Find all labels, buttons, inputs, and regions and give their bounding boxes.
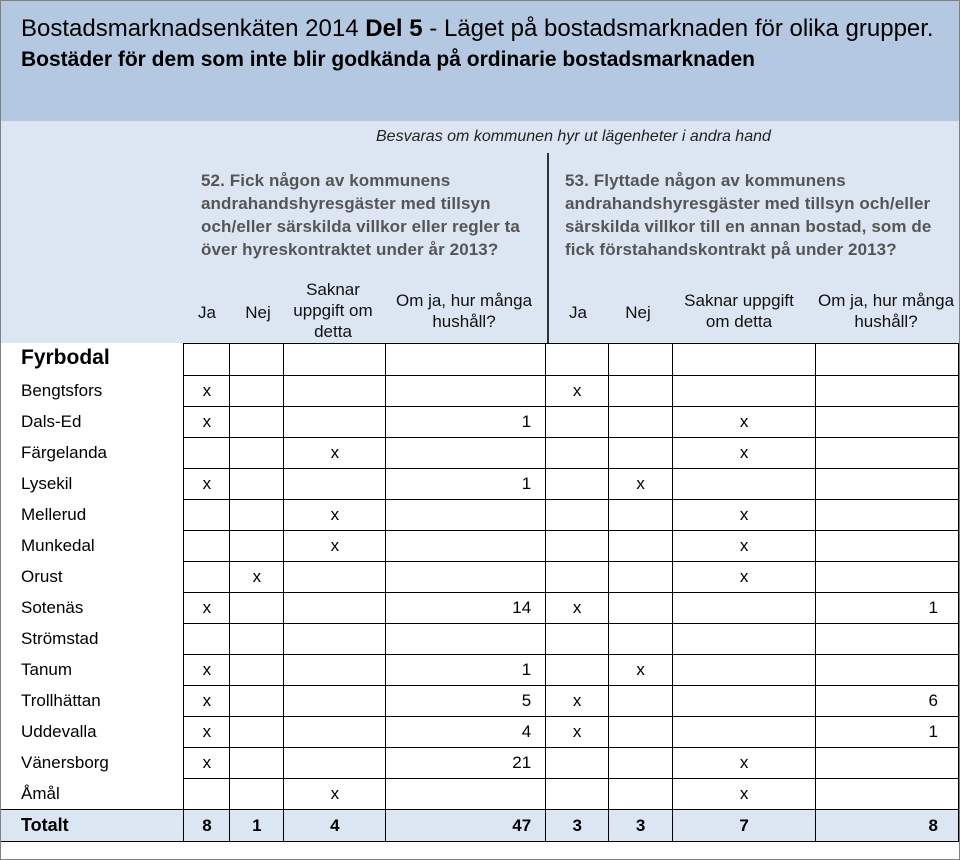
data-cell: 1 xyxy=(816,717,959,748)
title-part2: - Läget på bostadsmarknaden för olika grupper. xyxy=(422,15,934,42)
empty-cell xyxy=(546,344,609,376)
municipality-name: Uddevalla xyxy=(1,717,184,748)
data-cell xyxy=(609,438,673,469)
col-q52-hushall: Om ja, hur många hushåll? xyxy=(395,291,533,331)
table-row xyxy=(1,717,959,748)
municipality-name: Dals-Ed xyxy=(1,407,184,438)
question-53: 53. Flyttade någon av kommunens andrahandshyresgäster med tillsyn och/eller särskilda villkor till en annan bostad, som de fick förstahandskontrakt på under 2013? xyxy=(565,171,932,259)
data-cell xyxy=(816,500,959,531)
table-row xyxy=(1,593,959,624)
data-cell: x xyxy=(546,376,609,407)
region-label: Fyrbodal xyxy=(21,346,110,369)
data-cell: 4 xyxy=(284,810,386,842)
data-cell: x xyxy=(284,531,386,562)
data-cell xyxy=(284,624,386,655)
table-row xyxy=(1,779,959,810)
data-cell: x xyxy=(184,593,230,624)
question-divider xyxy=(547,153,549,343)
data-cell xyxy=(546,748,609,779)
data-cell xyxy=(184,779,230,810)
data-cell xyxy=(673,376,816,407)
data-cell: x xyxy=(284,500,386,531)
municipality-name: Vänersborg xyxy=(1,748,184,779)
empty-cell xyxy=(673,344,816,376)
table-row xyxy=(1,748,959,779)
data-cell xyxy=(386,500,546,531)
data-cell xyxy=(673,655,816,686)
data-cell: x xyxy=(673,748,816,779)
data-cell: x xyxy=(609,655,673,686)
col-q53-ja: Ja xyxy=(569,303,587,322)
total-label: Totalt xyxy=(1,810,184,842)
data-cell xyxy=(230,655,284,686)
data-cell: x xyxy=(284,779,386,810)
data-cell xyxy=(609,562,673,593)
data-cell xyxy=(284,748,386,779)
page-title xyxy=(21,13,939,44)
data-cell xyxy=(184,531,230,562)
total-row xyxy=(1,810,959,842)
data-cell xyxy=(230,469,284,500)
data-cell: 7 xyxy=(673,810,816,842)
data-cell xyxy=(609,593,673,624)
table-row xyxy=(1,531,959,562)
data-cell: 1 xyxy=(816,593,959,624)
data-cell xyxy=(386,779,546,810)
data-cell xyxy=(673,469,816,500)
data-cell: 3 xyxy=(609,810,673,842)
data-cell: x xyxy=(546,593,609,624)
data-cell xyxy=(230,438,284,469)
municipality-name: Färgelanda xyxy=(1,438,184,469)
data-cell xyxy=(673,686,816,717)
data-cell: x xyxy=(184,748,230,779)
data-cell: x xyxy=(673,438,816,469)
data-cell xyxy=(609,531,673,562)
data-cell: x xyxy=(184,376,230,407)
data-cell: x xyxy=(546,686,609,717)
title-part-bold: Del 5 xyxy=(365,15,423,42)
data-cell xyxy=(816,438,959,469)
municipality-name: Munkedal xyxy=(1,531,184,562)
data-cell: x xyxy=(673,779,816,810)
municipality-name: Lysekil xyxy=(1,469,184,500)
data-cell xyxy=(816,562,959,593)
data-cell xyxy=(230,531,284,562)
data-cell: x xyxy=(184,655,230,686)
data-cell: x xyxy=(184,717,230,748)
data-cell: 21 xyxy=(386,748,546,779)
data-cell: 1 xyxy=(386,655,546,686)
empty-cell xyxy=(816,344,959,376)
data-cell xyxy=(816,748,959,779)
col-q53-nej: Nej xyxy=(625,303,651,322)
data-cell xyxy=(284,593,386,624)
title-part1: Bostadsmarknadsenkäten 2014 xyxy=(21,15,366,42)
data-cell: 6 xyxy=(816,686,959,717)
data-cell xyxy=(284,376,386,407)
data-cell xyxy=(673,593,816,624)
municipality-name: Trollhättan xyxy=(1,686,184,717)
data-cell: 4 xyxy=(386,717,546,748)
data-cell: 8 xyxy=(816,810,959,842)
municipality-name: Mellerud xyxy=(1,500,184,531)
data-cell: x xyxy=(609,469,673,500)
data-cell xyxy=(816,376,959,407)
data-cell xyxy=(284,686,386,717)
data-cell: 5 xyxy=(386,686,546,717)
col-q53-saknar: Saknar uppgift om detta xyxy=(684,291,794,331)
table-row xyxy=(1,407,959,438)
data-cell xyxy=(284,407,386,438)
data-cell xyxy=(386,562,546,593)
data-cell xyxy=(546,779,609,810)
data-cell xyxy=(816,779,959,810)
results-table xyxy=(1,343,959,842)
data-cell xyxy=(546,531,609,562)
data-cell xyxy=(230,500,284,531)
data-cell xyxy=(609,779,673,810)
table-row xyxy=(1,376,959,407)
data-cell xyxy=(284,717,386,748)
data-cell: x xyxy=(184,407,230,438)
data-cell xyxy=(284,469,386,500)
data-cell xyxy=(230,407,284,438)
data-cell xyxy=(284,562,386,593)
data-cell xyxy=(546,469,609,500)
data-cell xyxy=(546,562,609,593)
municipality-name: Strömstad xyxy=(1,624,184,655)
data-cell xyxy=(230,593,284,624)
municipality-name: Åmål xyxy=(1,779,184,810)
table-row xyxy=(1,469,959,500)
municipality-name: Tanum xyxy=(1,655,184,686)
data-cell: x xyxy=(546,717,609,748)
data-cell xyxy=(386,438,546,469)
data-cell: 1 xyxy=(230,810,284,842)
data-cell xyxy=(546,500,609,531)
data-cell xyxy=(230,717,284,748)
data-cell xyxy=(546,655,609,686)
data-cell xyxy=(609,624,673,655)
data-cell: 8 xyxy=(184,810,230,842)
data-cell: x xyxy=(673,531,816,562)
data-cell: 1 xyxy=(386,469,546,500)
table-row xyxy=(1,500,959,531)
municipality-name: Orust xyxy=(1,562,184,593)
data-cell xyxy=(816,624,959,655)
data-cell xyxy=(816,407,959,438)
data-cell xyxy=(230,686,284,717)
data-cell: x xyxy=(673,407,816,438)
data-cell xyxy=(609,500,673,531)
municipality-name: Bengtsfors xyxy=(1,376,184,407)
data-cell xyxy=(609,748,673,779)
empty-cell xyxy=(230,344,284,376)
data-cell xyxy=(673,624,816,655)
question-block xyxy=(1,121,959,343)
data-cell xyxy=(609,407,673,438)
data-cell xyxy=(816,469,959,500)
data-cell xyxy=(184,624,230,655)
data-cell xyxy=(184,562,230,593)
data-cell xyxy=(609,717,673,748)
data-cell xyxy=(230,376,284,407)
table-row xyxy=(1,686,959,717)
data-cell xyxy=(609,686,673,717)
data-cell xyxy=(546,407,609,438)
table-row xyxy=(1,655,959,686)
empty-cell xyxy=(609,344,673,376)
data-cell xyxy=(816,655,959,686)
col-q52-saknar: Saknar uppgift om detta xyxy=(293,280,373,341)
data-cell xyxy=(386,376,546,407)
page-subtitle: Bostäder för dem som inte blir godkända på ordinarie bostadsmarknaden xyxy=(21,48,755,71)
empty-cell xyxy=(284,344,386,376)
col-q52-ja: Ja xyxy=(198,303,216,322)
data-cell xyxy=(546,438,609,469)
data-cell xyxy=(230,779,284,810)
data-cell xyxy=(230,624,284,655)
empty-cell xyxy=(184,344,230,376)
table-row xyxy=(1,562,959,593)
data-cell xyxy=(609,376,673,407)
page-header xyxy=(1,1,959,121)
question-52: 52. Fick någon av kommunens andrahandshyresgäster med tillsyn och/eller särskilda villkor eller regler ta över hyreskontraktet under år 2013? xyxy=(201,171,520,259)
data-cell: 3 xyxy=(546,810,609,842)
col-q52-nej: Nej xyxy=(245,303,271,322)
data-cell xyxy=(386,624,546,655)
data-cell xyxy=(546,624,609,655)
region-row xyxy=(1,344,959,376)
col-q53-hushall: Om ja, hur många hushåll? xyxy=(817,291,955,331)
data-cell xyxy=(673,717,816,748)
data-cell: x xyxy=(284,438,386,469)
data-cell: x xyxy=(673,562,816,593)
data-cell: 14 xyxy=(386,593,546,624)
data-cell: 47 xyxy=(386,810,546,842)
question-note: Besvaras om kommunen hyr ut lägenheter i andra hand xyxy=(376,128,771,145)
data-cell xyxy=(816,531,959,562)
data-cell xyxy=(386,531,546,562)
data-cell: x xyxy=(673,500,816,531)
data-cell xyxy=(184,438,230,469)
data-cell xyxy=(230,748,284,779)
data-cell: 1 xyxy=(386,407,546,438)
data-cell: x xyxy=(184,686,230,717)
table-row xyxy=(1,438,959,469)
data-cell: x xyxy=(184,469,230,500)
data-cell: x xyxy=(230,562,284,593)
municipality-name: Sotenäs xyxy=(1,593,184,624)
table-row xyxy=(1,624,959,655)
empty-cell xyxy=(386,344,546,376)
data-cell xyxy=(284,655,386,686)
data-cell xyxy=(184,500,230,531)
